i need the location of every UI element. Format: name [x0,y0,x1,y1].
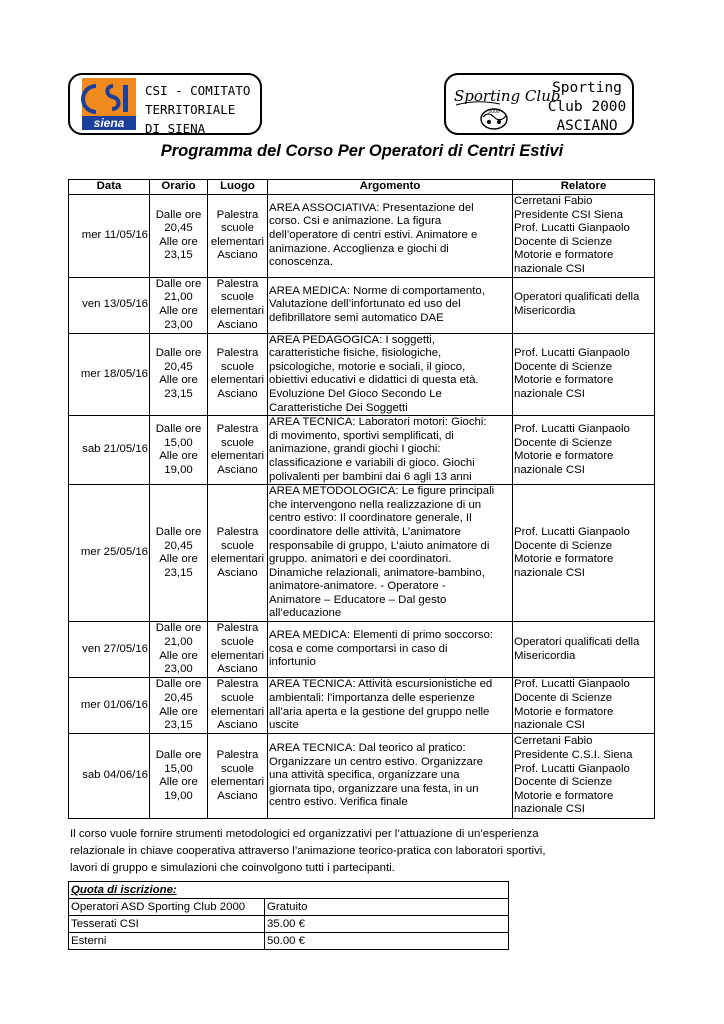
cell-speaker-line: Presidente CSI Siena [514,208,623,221]
cell-place-line: scuole [221,636,254,648]
cell-topic [268,333,513,416]
fee-value: Gratuito [265,899,509,916]
cell-place [208,277,268,333]
cell-place [208,678,268,734]
cell-topic-line: caratteristiche fisiche, fisiologiche, [269,347,442,360]
cell-topic-line: AREA TECNICA: Attività escursionistiche ed [269,678,493,691]
page-title: Programma del Corso Per Operatori di Centri Estivi [160,142,564,160]
cell-topic [268,195,513,278]
column-header-topic: Argomento [268,180,513,195]
cell-topic-line: infortunio [269,656,316,669]
cell-topic [268,277,513,333]
cell-time [150,333,208,416]
cell-topic-line: classificazione e variabili di gioco. Giochi [269,456,475,469]
table-row [69,734,655,819]
cell-time-line: Alle ore [159,705,198,718]
cell-place-line: elementari [210,776,265,789]
cell-time-line: Alle ore [159,649,198,662]
cell-time-line: 23,15 [164,566,193,579]
cell-place-line: Palestra [216,622,259,635]
cell-speaker-line: Motorie e formatore [514,705,614,718]
cell-date: ven 13/05/16 [69,277,150,333]
sporting-club-logo-box [444,73,634,135]
cell-topic-line: AREA ASSOCIATIVA: Presentazione del [269,201,474,214]
cell-place [208,195,268,278]
cell-place-line: Palestra [216,347,259,360]
cell-topic-line: gruppo. animatori e dei coordinatori. [269,553,452,566]
cell-place-line: Asciano [217,387,258,400]
column-header-speaker: Relatore [513,180,655,195]
club-line: ASCIANO [556,118,618,134]
cell-place [208,622,268,678]
club-signature: Sporting Club [454,87,561,105]
cell-time-line: 20,45 [164,222,193,235]
cell-topic-line: AREA METODOLOGICA: Le figure principali [269,485,495,498]
fee-label: Tesserati CSI [69,916,265,933]
cell-topic-line: dell’operatore di centri estivi. Animatore e [269,228,478,241]
cell-place-line: elementari [210,450,265,463]
cell-time-line: 15,00 [164,762,193,775]
cell-place-line: scuole [221,222,254,235]
cell-speaker-line: Prof. Lucatti Gianpaolo [514,222,630,235]
cell-topic-line: obiettivi educativi e didattici di questa età. [269,374,479,387]
csi-logo-text [145,81,250,138]
cell-topic-line: animatore-animatore. - Operatore - [269,580,446,593]
cell-time [150,622,208,678]
cell-speaker-line: Presidente C.S.I. Siena [514,748,633,761]
cell-topic-line: ambientali: l’importanza delle esperienze [269,692,475,704]
cell-time-line: 20,45 [164,539,193,552]
cell-topic-line: Dinamiche relazionali, animatore-bambino, [269,566,485,579]
cell-place [208,416,268,485]
cell-place-line: Palestra [216,208,259,221]
cell-time [150,678,208,734]
cell-place-line: scuole [221,291,254,304]
table-row [69,622,655,678]
cell-place-line: Asciano [217,463,258,476]
cell-speaker-line: Cerretani Fabio [514,195,593,207]
cell-place-line: Asciano [217,663,258,676]
csi-logo-icon [82,78,136,130]
fee-row [69,933,509,950]
cell-topic-line: corso. Csi e animazione. La figura [269,215,442,228]
column-header-date: Data [69,180,150,195]
column-header-place: Luogo [208,180,268,195]
cell-speaker [513,678,655,734]
fees-heading-row [69,882,509,899]
cell-topic-line: uscite [269,719,299,732]
cell-place-line: elementari [210,649,265,662]
cell-speaker-line: Operatori qualificati della [514,291,640,304]
description-line: lavori di gruppo e simulazioni che coinvolgono tutti i partecipanti. [70,862,395,874]
svg-text:2000: 2000 [488,109,500,115]
cell-speaker-line: Docente di Scienze [514,692,613,704]
cell-topic-line: giornata tipo, organizzare una festa, in un [269,782,479,795]
cell-time-line: Dalle ore [155,422,202,435]
cell-speaker [513,277,655,333]
cell-topic-line: conoscenza. [269,256,333,269]
cell-topic [268,734,513,819]
cell-place-line: elementari [210,374,265,387]
cell-place-line: Palestra [216,525,259,538]
cell-time [150,485,208,622]
fee-row [69,916,509,933]
cell-topic [268,416,513,485]
cell-speaker-line: Misericordia [514,305,576,318]
cell-place-line: Asciano [217,249,258,262]
cell-time-line: Alle ore [159,305,198,318]
cell-time-line: Dalle ore [155,678,202,691]
cell-speaker-line: Docente di Scienze [514,235,613,248]
table-row [69,195,655,278]
cell-place-line: Asciano [217,789,258,802]
cell-speaker-line: nazionale CSI [514,719,585,732]
cell-speaker-line: nazionale CSI [514,463,585,476]
cell-topic-line: cosa e come comportarsi in caso di [269,642,448,655]
cell-speaker [513,734,655,819]
cell-time-line: 19,00 [164,463,193,476]
table-row [69,485,655,622]
cell-place-line: scuole [221,762,254,775]
cell-topic-line: che intervengono nella realizzazione di un [269,498,482,511]
cell-topic-line: polivalenti per bambini dai 6 agli 13 anni [269,470,472,483]
cell-speaker-line: Motorie e formatore [514,789,614,802]
cell-topic-line: responsabile di gruppo, L’aiuto animatore di [269,539,490,552]
fee-row [69,899,509,916]
cell-speaker-line: Docente di Scienze [514,539,613,552]
cell-place [208,333,268,416]
cell-speaker-line: Prof. Lucatti Gianpaolo [514,347,630,360]
table-row [69,333,655,416]
cell-place-line: Asciano [217,566,258,579]
cell-place-line: Palestra [216,422,259,435]
cell-time-line: 23,00 [164,663,193,676]
cell-time-line: Dalle ore [155,347,202,360]
cell-place-line: elementari [210,705,265,718]
cell-topic-line: defibrillatore semi automatico DAE [269,311,444,324]
cell-time-line: 23,00 [164,318,193,331]
fee-label: Operatori ASD Sporting Club 2000 [69,899,265,916]
cell-topic-line: Animatore – Educatore – Dal gesto [269,593,447,606]
fee-value: 50.00 € [265,933,509,950]
cell-speaker [513,333,655,416]
cell-place-line: Asciano [217,318,258,331]
cell-place-line: scuole [221,692,254,704]
cell-topic-line: AREA TECNICA: Laboratori motori: Giochi: [269,416,487,429]
csi-line: DI SIENA [145,121,206,136]
cell-topic-line: Evoluzione Del Gioco Secondo Le [269,387,442,400]
cell-topic-line: AREA PEDAGOGICA: I soggetti, [269,333,435,346]
description-line: Il corso vuole fornire strumenti metodologici ed organizzativi per l’attuazione di un’esperienza [70,828,539,840]
table-row [69,277,655,333]
cell-time-line: 15,00 [164,436,193,449]
cell-speaker [513,416,655,485]
cell-time [150,277,208,333]
cell-speaker-line: Docente di Scienze [514,776,613,789]
cell-speaker-line: nazionale CSI [514,566,585,579]
cell-topic-line: Caratteristiche Dei Soggetti [269,401,408,414]
course-description [70,826,590,877]
cell-topic-line: AREA MEDICA: Elementi di primo soccorso: [269,629,494,642]
cell-place [208,485,268,622]
cell-speaker-line: Docente di Scienze [514,436,613,449]
cell-place-line: Asciano [217,719,258,732]
cell-date: sab 21/05/16 [69,416,150,485]
cell-time-line: Alle ore [159,235,198,248]
cell-topic [268,622,513,678]
schedule-table [68,179,655,819]
table-header-row [69,180,655,195]
cell-speaker [513,485,655,622]
cell-speaker-line: nazionale CSI [514,387,585,400]
cell-place-line: Palestra [216,678,259,691]
cell-time-line: 21,00 [164,636,193,648]
csi-line: CSI - COMITATO [145,83,251,98]
sporting-club-emblem-icon [452,77,561,133]
cell-speaker-line: nazionale CSI [514,262,585,275]
csi-line: TERRITORIALE [145,102,236,117]
cell-time [150,734,208,819]
cell-time-line: 23,15 [164,719,193,732]
cell-topic-line: all’aria aperta e la gestione del gruppo nelle [269,705,490,718]
club-line: Sporting [552,80,622,96]
cell-speaker-line: Prof. Lucatti Gianpaolo [514,422,630,435]
cell-place-line: elementari [210,553,265,566]
csi-mark-label: siena [93,116,125,130]
csi-logo-box [68,73,262,135]
cell-time-line: 23,15 [164,249,193,262]
fees-table [68,881,509,950]
table-row [69,678,655,734]
cell-speaker-line: nazionale CSI [514,803,585,816]
cell-topic-line: centro estivo. Verifica finale [269,796,408,809]
cell-place-line: Palestra [216,277,259,290]
cell-speaker-line: Cerretani Fabio [514,735,593,748]
description-line: relazionale in chiave cooperativa attraverso l’animazione teorico-pratica con laboratori sportivi, [70,845,546,857]
cell-topic [268,678,513,734]
cell-time-line: Alle ore [159,553,198,566]
cell-time-line: 19,00 [164,789,193,802]
cell-speaker-line: Operatori qualificati della [514,636,640,648]
cell-speaker-line: Prof. Lucatti Gianpaolo [514,678,630,691]
cell-topic-line: AREA MEDICA: Norme di comportamento, [269,284,485,297]
cell-time-line: 23,15 [164,387,193,400]
cell-speaker-line: Misericordia [514,649,576,662]
column-header-time: Orario [150,180,208,195]
cell-place-line: elementari [210,305,265,318]
cell-topic-line: Organizzare un centro estivo. Organizzare [269,755,483,768]
cell-time-line: Dalle ore [155,525,202,538]
cell-topic-line: coordinatore delle attività, L’animatore [269,525,461,538]
cell-topic [268,485,513,622]
cell-time-line: Dalle ore [155,748,202,761]
cell-topic-line: psicologiche, motorie e sociali, il gioco, [269,360,466,373]
fee-label: Esterni [69,933,265,950]
cell-place-line: elementari [210,235,265,248]
table-row [69,416,655,485]
cell-speaker [513,622,655,678]
cell-topic-line: una attività specifica, organizzare una [269,769,460,782]
cell-date: ven 27/05/16 [69,622,150,678]
cell-speaker-line: Motorie e formatore [514,553,614,566]
cell-place-line: scuole [221,539,254,552]
cell-place-line: scuole [221,360,254,373]
cell-time-line: 21,00 [164,291,193,304]
cell-speaker-line: Prof. Lucatti Gianpaolo [514,525,630,538]
fees-heading: Quota di iscrizione: [69,882,509,899]
cell-topic-line: all’educazione [269,607,342,620]
cell-topic-line: centro estivo: Il coordinatore generale, Il [269,512,472,525]
cell-time-line: Alle ore [159,776,198,789]
cell-place-line: scuole [221,436,254,449]
cell-time-line: Dalle ore [155,208,202,221]
cell-speaker [513,195,655,278]
cell-time-line: Alle ore [159,450,198,463]
cell-topic-line: Valutazione dell’infortunato ed uso del [269,298,461,311]
cell-date: mer 01/06/16 [69,678,150,734]
sporting-club-text [540,79,634,136]
cell-time-line: 20,45 [164,692,193,704]
cell-date: mer 18/05/16 [69,333,150,416]
cell-speaker-line: Motorie e formatore [514,450,614,463]
cell-date: mer 11/05/16 [69,195,150,278]
cell-time-line: Alle ore [159,374,198,387]
cell-date: sab 04/06/16 [69,734,150,819]
fee-value: 35.00 € [265,916,509,933]
cell-time-line: 20,45 [164,360,193,373]
cell-speaker-line: Motorie e formatore [514,374,614,387]
cell-topic-line: AREA TECNICA: Dal teorico al pratico: [269,742,466,755]
cell-topic-line: animazione. Accoglienza e giochi di [269,242,449,255]
cell-speaker-line: Prof. Lucatti Gianpaolo [514,762,630,775]
cell-topic-line: animazione, grandi giochi I giochi: [269,443,441,456]
cell-time [150,416,208,485]
cell-speaker-line: Motorie e formatore [514,249,614,262]
cell-time-line: Dalle ore [155,277,202,290]
club-line: Club 2000 [547,99,627,115]
cell-place [208,734,268,819]
cell-time [150,195,208,278]
cell-time-line: Dalle ore [155,622,202,635]
cell-speaker-line: Docente di Scienze [514,360,613,373]
cell-topic-line: di movimento, sportivi semplificati, di [269,429,454,442]
cell-date: mer 25/05/16 [69,485,150,622]
cell-place-line: Palestra [216,748,259,761]
